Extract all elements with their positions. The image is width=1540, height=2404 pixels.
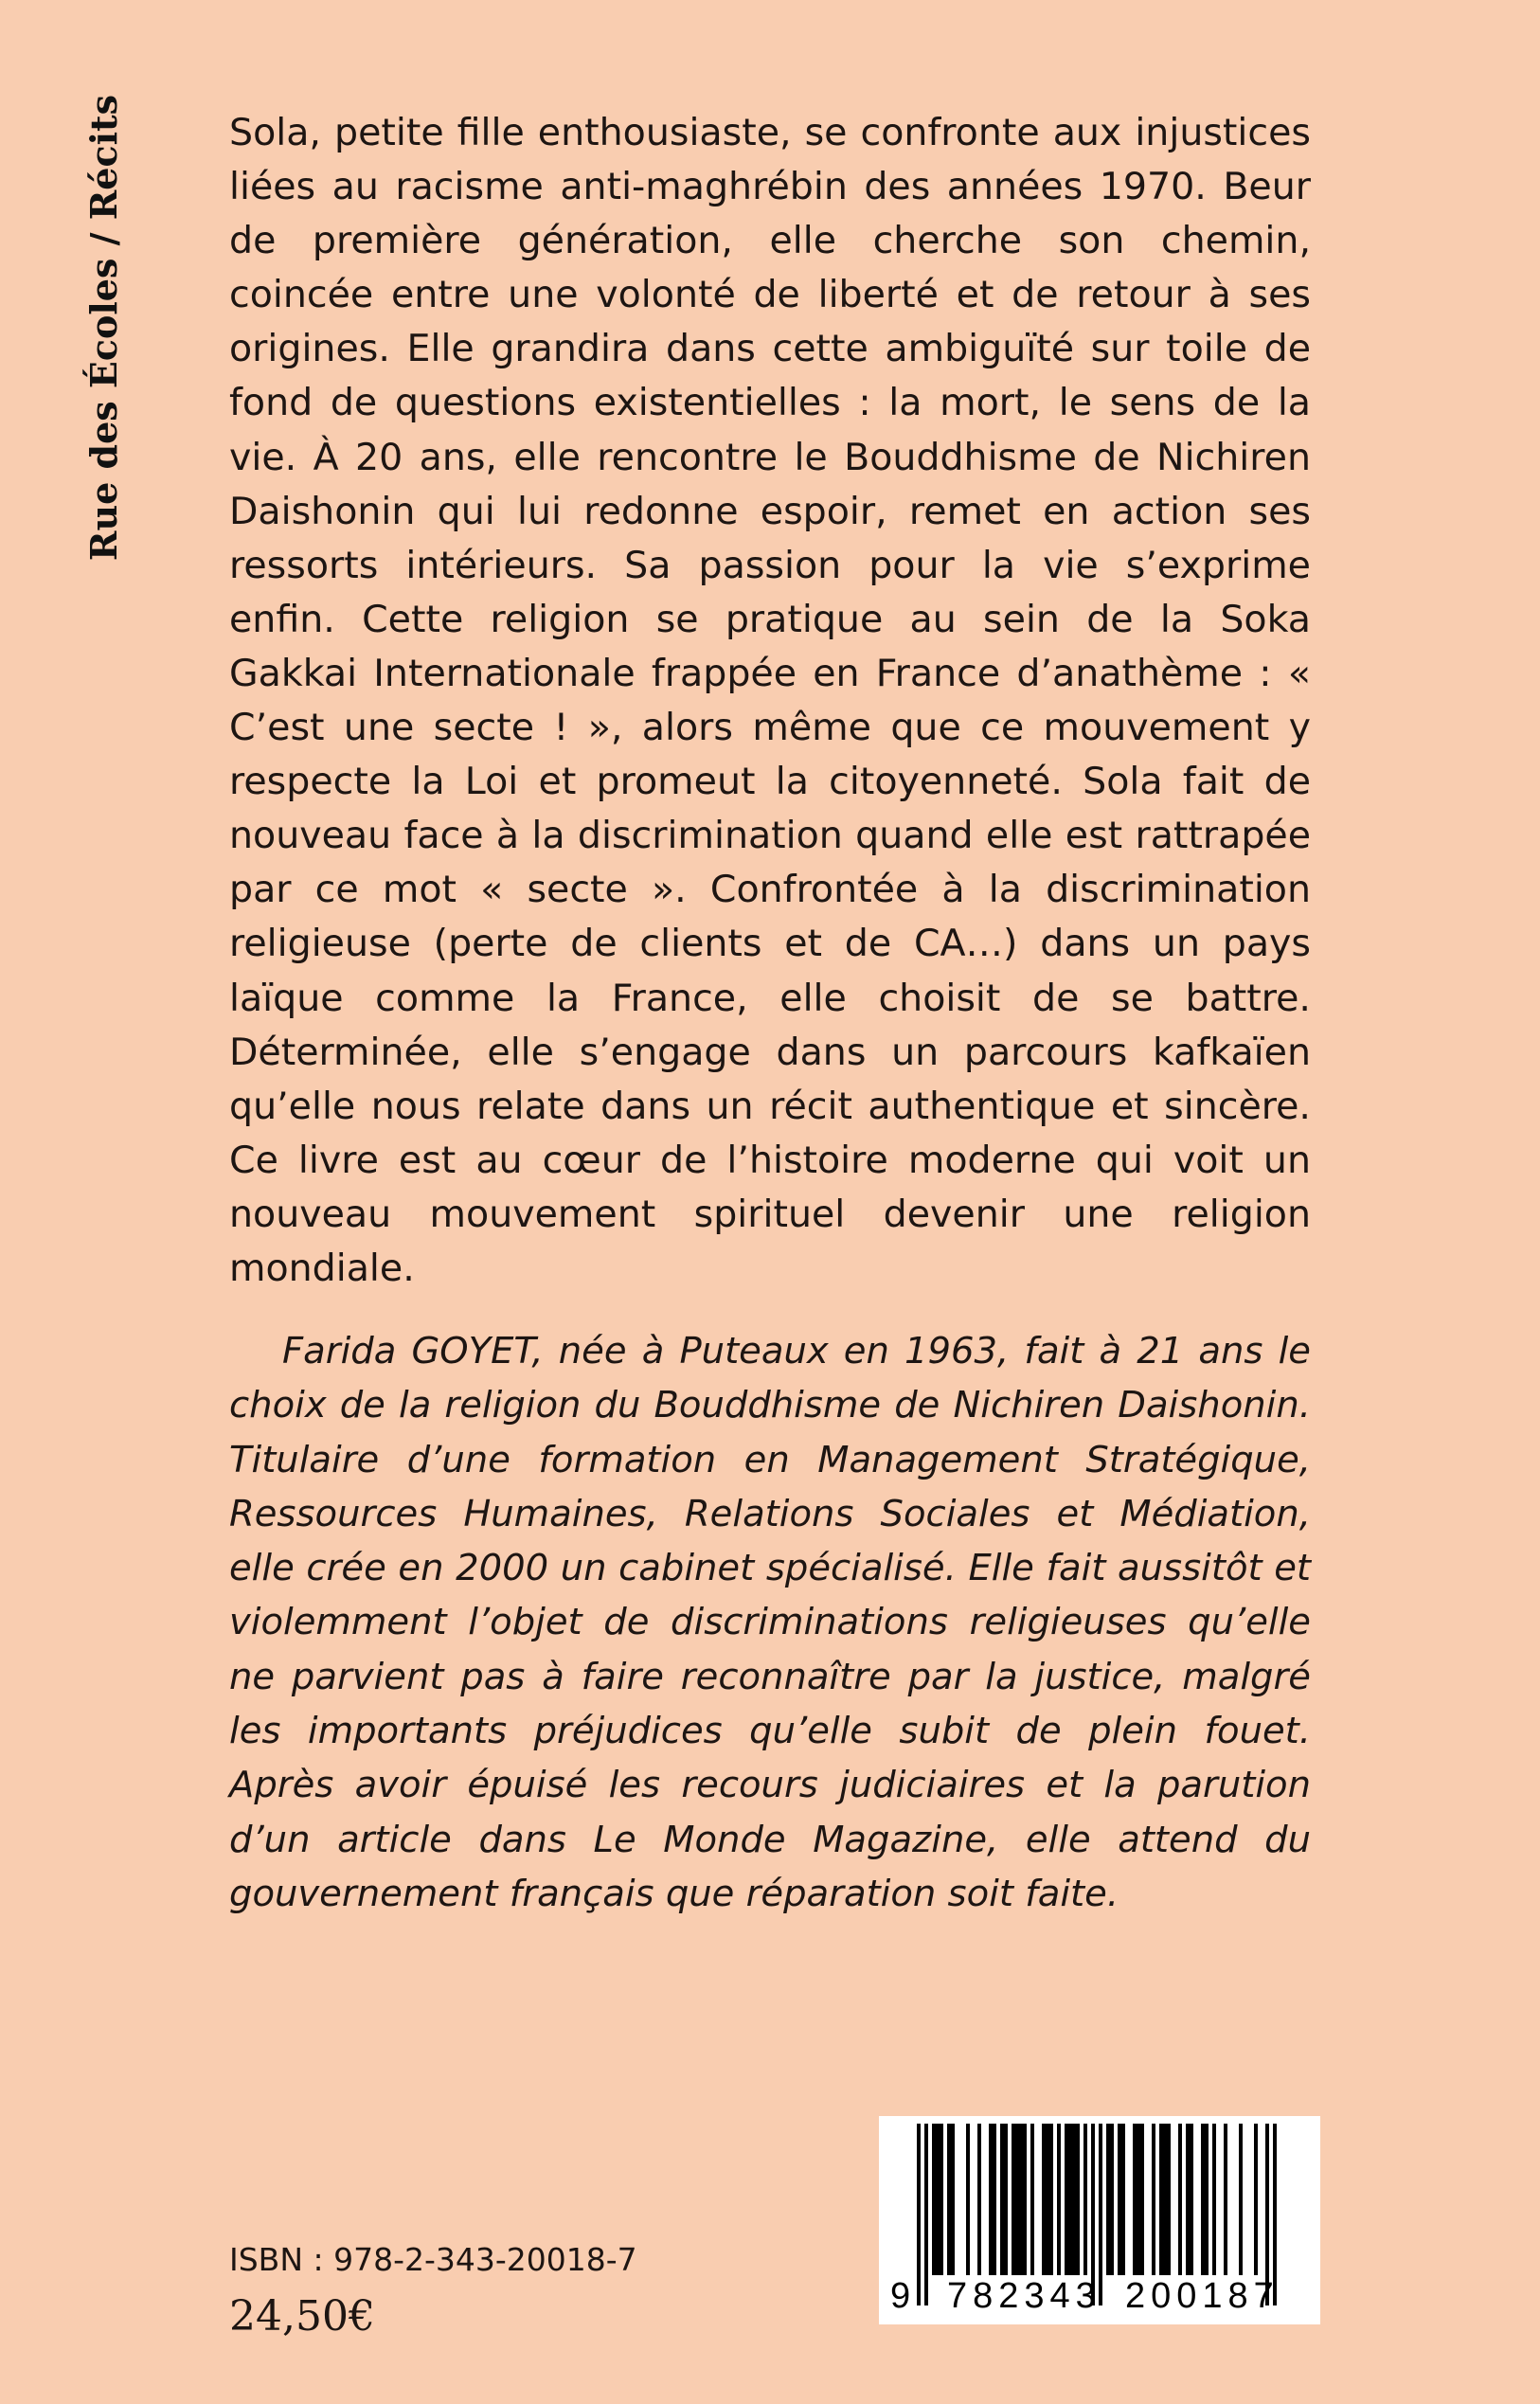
barcode-bar: [1224, 2124, 1227, 2275]
synopsis-text: Sola, petite fille enthousiaste, se confronte aux injustices liées au racisme anti-maghrébin des années 1970. Beur de première génération, elle cherche son chemin, coincée entre une volonté de liberté et de retour à ses origines. Elle grandira dans cette ambiguïté sur toile de fond de questions existentielles : la mort, le sens de la vie. À 20 ans, elle rencontre le Bouddhisme de Nichiren Daishonin qui lui redonne espoir, remet en action ses ressorts intérieurs. Sa passion pour la vie s’exprime enfin. Cette religion se pratique au sein de la Soka Gakkai Internationale frappée en France d’anathème : « C’est une secte ! », alors même que ce mouvement y respecte la Loi et promeut la citoyenneté. Sola fait de nouveau face à la discrimination quand elle est rattrapée par ce mot « secte ». Confrontée à la discrimination religieuse (perte de clients et de CA…) dans un pays laïque comme la France, elle choisit de se battre. Déterminée, elle s’engage dans un parcours kafkaïen qu’elle nous relate dans un récit authentique et sincère. Ce livre est au cœur de l’histoire moderne qui voit un nouveau mouvement spirituel devenir une religion mondiale.: [229, 111, 1311, 1290]
barcode-bar: [1178, 2124, 1182, 2275]
barcode-bar: [1076, 2124, 1080, 2275]
barcode-bar: [936, 2124, 940, 2275]
barcode-bar: [1190, 2124, 1193, 2275]
barcode-bar: [1201, 2124, 1205, 2275]
barcode-bar: [1239, 2124, 1243, 2275]
barcode-bar: [1254, 2124, 1258, 2275]
barcode-bar: [1083, 2124, 1087, 2275]
barcode-bar: [1065, 2124, 1068, 2275]
barcode-bar: [1023, 2124, 1027, 2275]
barcode-bar: [1110, 2124, 1114, 2275]
barcode-bar: [1049, 2124, 1053, 2275]
barcode-bar: [951, 2124, 955, 2275]
barcode-bar: [1030, 2124, 1034, 2275]
barcode-bar: [1205, 2124, 1209, 2275]
barcode-digit-group-right: 200187: [1125, 2276, 1280, 2316]
barcode-bar: [966, 2124, 970, 2275]
barcode-bar: [1004, 2124, 1008, 2275]
barcode-bar: [1140, 2124, 1144, 2275]
barcode-digits: [879, 2273, 1320, 2321]
barcode-bar: [1163, 2124, 1167, 2275]
barcode-bar: [1212, 2124, 1216, 2275]
barcode-bar: [1019, 2124, 1023, 2275]
barcode-bar: [1042, 2124, 1046, 2275]
barcode-bar: [1012, 2124, 1015, 2275]
barcode-bar: [932, 2124, 936, 2275]
barcode-bar: [947, 2124, 951, 2275]
barcode-bar: [1072, 2124, 1076, 2275]
barcode-bar: [1000, 2124, 1004, 2275]
barcode-bar: [1068, 2124, 1072, 2275]
barcode-bar: [1121, 2124, 1125, 2275]
barcode-bar: [1046, 2124, 1049, 2275]
price-label: 24,50€: [229, 2292, 375, 2341]
barcode-bar: [1137, 2124, 1140, 2275]
barcode-bar: [1106, 2124, 1110, 2275]
barcode-bar: [1167, 2124, 1171, 2275]
barcode-digit-lead: 9: [890, 2276, 917, 2316]
author-bio-text: Farida GOYET, née à Puteaux en 1963, fait à 21 ans le choix de la religion du Bouddhisme de Nichiren Daishonin. Titulaire d’une formation en Management Stratégique, Ressources Humaines, Relations Sociales et Médiation, elle crée en 2000 un cabinet spécialisé. Elle fait aussitôt et violemment l’objet de discriminations religieuses qu’elle ne parvient pas à faire reconnaître par la justice, malgré les importants préjudices qu’elle subit de plein fouet. Après avoir épuisé les recours judiciaires et la parution d’un article dans Le Monde Magazine, elle attend du gouvernement français que réparation soit faite.: [229, 1330, 1311, 1915]
barcode-bar: [1118, 2124, 1121, 2275]
barcode-bar: [989, 2124, 993, 2275]
spine-band: [76, 95, 133, 606]
barcode-bar: [977, 2124, 981, 2275]
collection-name: Rue des Écoles / Récits: [82, 95, 125, 562]
barcode-bar: [1159, 2124, 1163, 2275]
isbn-label: ISBN : 978-2-343-20018-7: [229, 2241, 637, 2278]
barcode-digit-group-left: 782343: [947, 2276, 1101, 2316]
barcode-bar: [1152, 2124, 1155, 2275]
barcode: [879, 2116, 1320, 2324]
barcode-bar: [940, 2124, 943, 2275]
barcode-bar: [1057, 2124, 1061, 2275]
barcode-bar: [1186, 2124, 1190, 2275]
barcode-bar: [1015, 2124, 1019, 2275]
barcode-bar: [993, 2124, 996, 2275]
barcode-bar: [1133, 2124, 1137, 2275]
